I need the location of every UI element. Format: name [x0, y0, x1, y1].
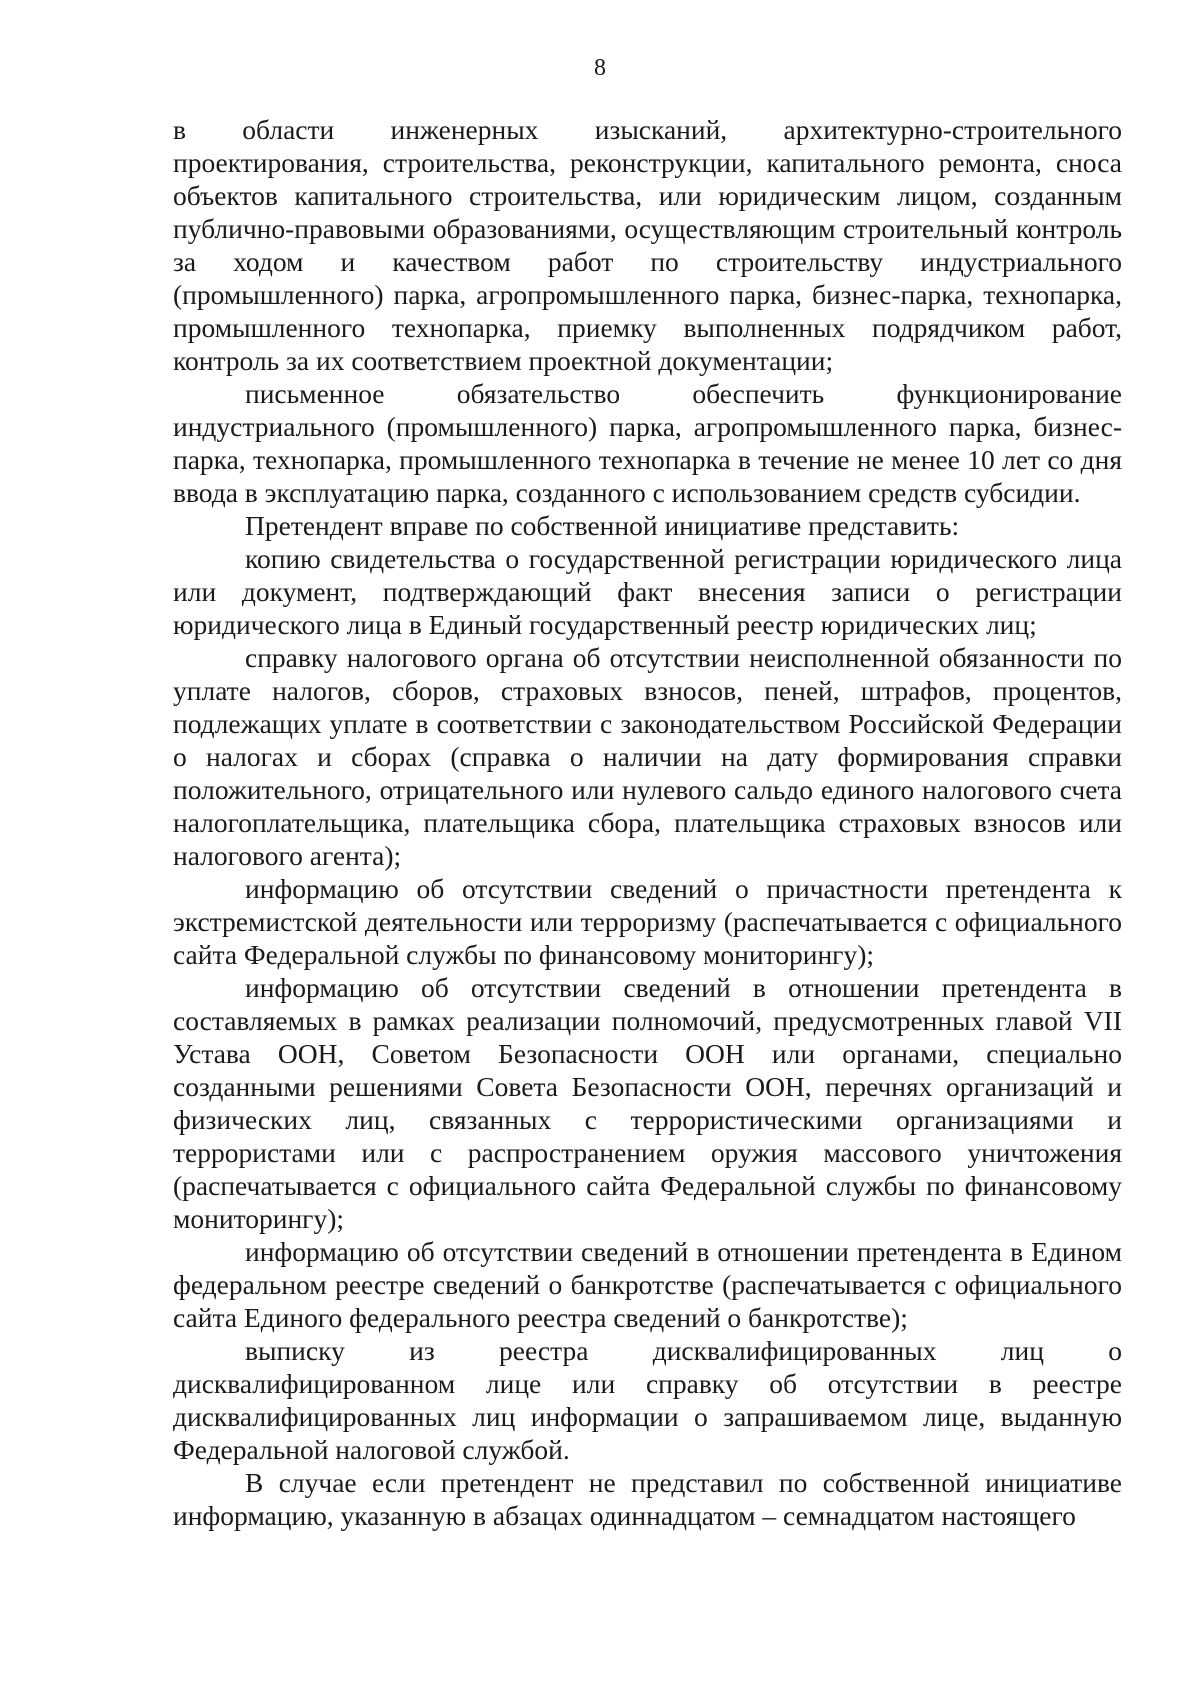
- page-number: 8: [594, 55, 606, 81]
- paragraph-continuation: в области инженерных изысканий, архитектурно-строительного проектирования, строительства, реконструкции, капитального ремонта, сноса объектов капитального строительства, или юридическим лицом, созданным публично-правовыми образованиями, осуществляющим строительный контроль за ходом и качеством работ по строительству индустриального (промышленного) парка, агропромышленного парка, бизнес-парка, технопарка, промышленного технопарка, приемку выполненных подрядчиком работ, контроль за их соответствием проектной документации;: [173, 114, 1122, 376]
- paragraph-if-not-provided: В случае если претендент не представил по собственной инициативе информацию, указанную в абзацах одиннадцатом – семнадцатом настоящего: [173, 1467, 1122, 1531]
- paragraph-un-lists-info: информацию об отсутствии сведений в отношении претендента в составляемых в рамках реализации полномочий, предусмотренных главой VII Устава ООН, Советом Безопасности ООН или органами, специально созданными решениями Совета Безопасности ООН, перечнях организаций и физических лиц, связанных с террористическими организациями и террористами или с распространением оружия массового уничтожения (распечатывается с официального сайта Федеральной службы по финансовому мониторингу);: [173, 972, 1122, 1234]
- paragraph-bankruptcy-info: информацию об отсутствии сведений в отношении претендента в Едином федеральном реестре сведений о банкротстве (распечатывается с официального сайта Единого федерального реестра сведений о банкротстве);: [173, 1236, 1122, 1333]
- paragraph-obligation: письменное обязательство обеспечить функционирование индустриального (промышленного) парка, агропромышленного парка, бизнес-парка, технопарка, промышленного технопарка в течение не менее 10 лет со дня ввода в эксплуатацию парка, созданного с использованием средств субсидии.: [173, 378, 1122, 508]
- paragraph-extremism-info: информацию об отсутствии сведений о причастности претендента к экстремистской деятельности или терроризму (распечатывается с официального сайта Федеральной службы по финансовому мониторингу);: [173, 873, 1122, 970]
- paragraph-disqualified-extract: выписку из реестра дисквалифицированных лиц о дисквалифицированном лице или справку об отсутствии в реестре дисквалифицированных лиц информации о запрашиваемом лице, выданную Федеральной налоговой службой.: [173, 1335, 1122, 1465]
- document-body: [173, 113, 1122, 1532]
- paragraph-optional-intro: Претендент вправе по собственной инициативе представить:: [245, 510, 960, 541]
- paragraph-registration-copy: копию свидетельства о государственной регистрации юридического лица или документ, подтверждающий факт внесения записи о регистрации юридического лица в Единый государственный реестр юридических лиц;: [173, 543, 1122, 640]
- paragraph-tax-certificate: справку налогового органа об отсутствии неисполненной обязанности по уплате налогов, сборов, страховых взносов, пеней, штрафов, процентов, подлежащих уплате в соответствии с законодательством Российской Федерации о налогах и сборах (справка о наличии на дату формирования справки положительного, отрицательного или нулевого сальдо единого налогового счета налогоплательщика, плательщика сбора, плательщика страховых взносов или налогового агента);: [173, 642, 1122, 871]
